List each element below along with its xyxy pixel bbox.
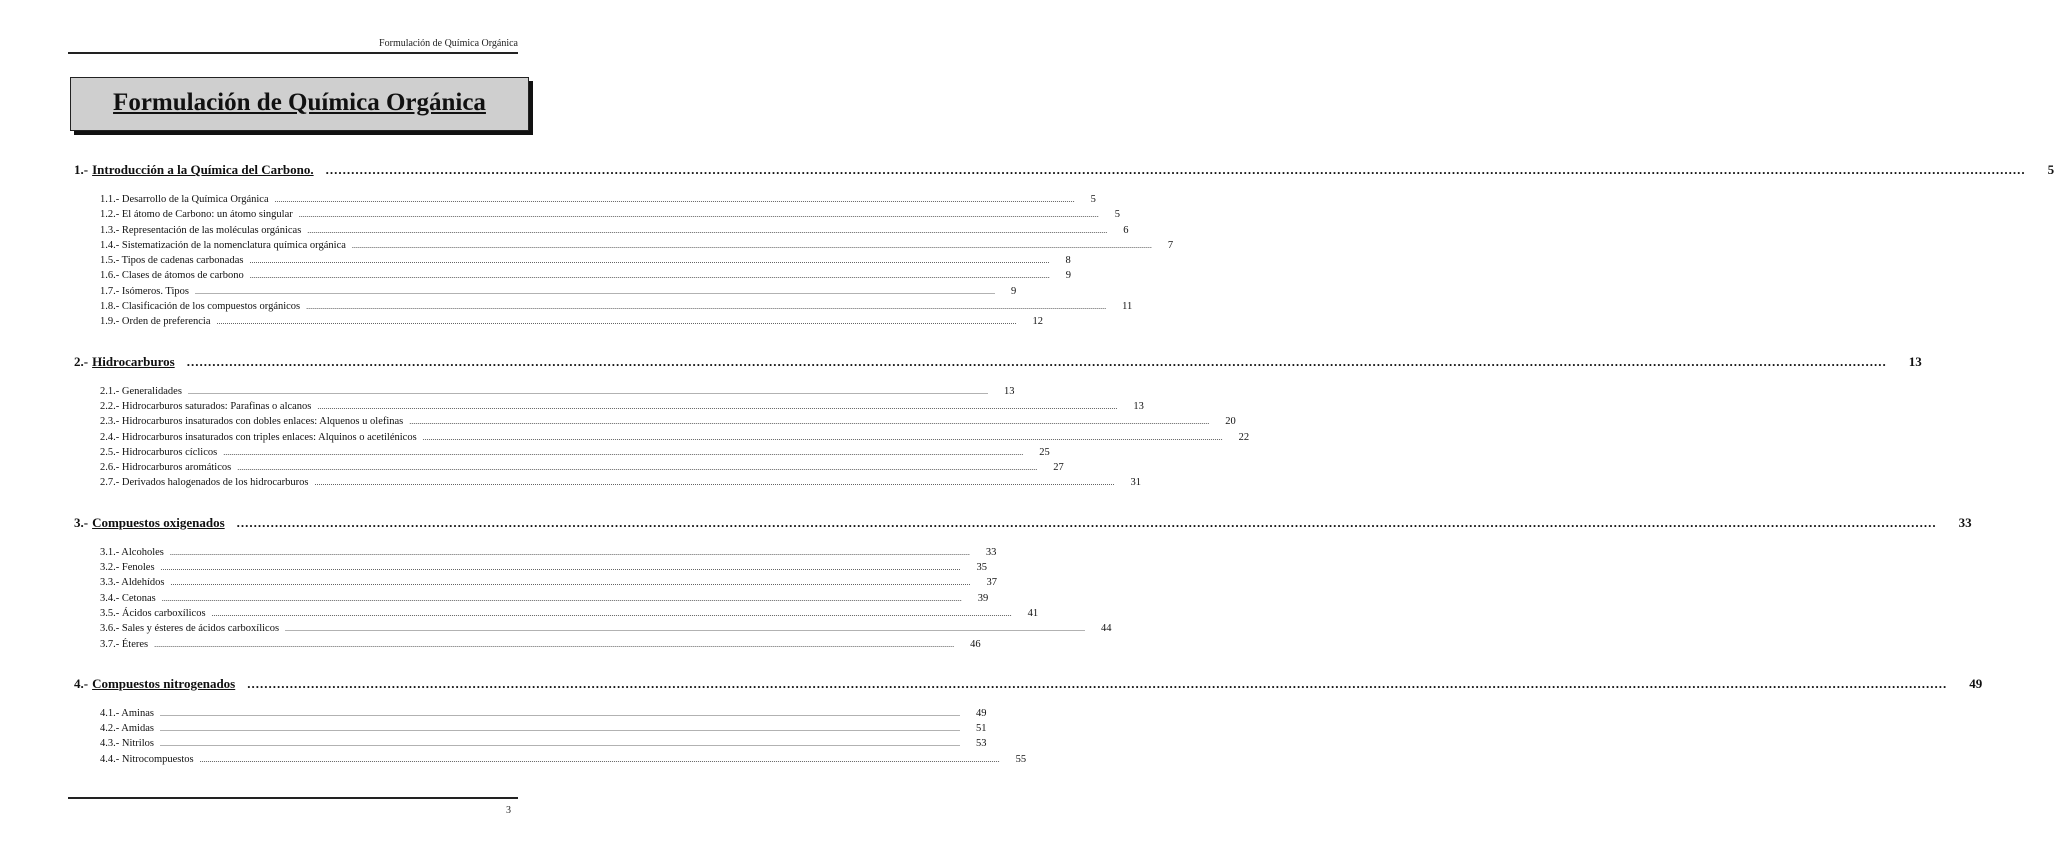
subsection-title: 3.4.- Cetonas	[100, 592, 156, 604]
toc-subsection-row	[100, 723, 987, 738]
dot-leader: ................................................................................................................................................................................................................................................................................................................................................................................................................	[216, 317, 1017, 327]
subsection-page: 31	[1130, 477, 1141, 489]
dot-leader: ................................................................................................................................................................................................................................................................................................................................................................................................................	[325, 162, 2026, 177]
subsection-title: 4.4.- Nitrocompuestos	[100, 753, 194, 765]
toc-subsection-row	[100, 301, 1133, 316]
dot-leader: ................................................................................................................................................................................................................................................................................................................................................................................................................	[199, 754, 1000, 764]
dot-leader: ................................................................................................................................................................................................................................................................................................................................................................................................................	[161, 593, 962, 603]
subsection-title: 2.3.- Hidrocarburos insaturados con dobles enlaces: Alquenos u olefinas	[100, 416, 404, 428]
toc-subsection-row	[100, 400, 1144, 416]
subsection-title: 4.2.- Amidas	[100, 723, 154, 735]
running-header: Formulación de Química Orgánica	[379, 38, 518, 49]
subsection-title: 1.7.- Isómeros. Tipos	[100, 285, 189, 297]
toc-subsection-row	[100, 577, 997, 592]
subsection-title: 1.6.- Clases de átomos de carbono	[100, 270, 244, 282]
toc-subsection-row	[100, 638, 981, 654]
dot-leader: ................................................................................................................................................................................................................................................................................................................................................................................................................	[351, 240, 1152, 250]
toc-subsection-row	[100, 477, 1141, 492]
subsection-title: 1.3.- Representación de las moléculas orgánicas	[100, 224, 302, 236]
toc-subsection-row	[100, 224, 1129, 240]
toc-subsection-list	[100, 546, 1112, 654]
toc-subsection-row	[100, 285, 1017, 301]
dot-leader: ................................................................................................................................................................................................................................................................................................................................................................................................................	[236, 514, 1937, 530]
subsection-page: 37	[986, 577, 997, 589]
dot-leader: ................................................................................................................................................................................................................................................................................................................................................................................................................	[298, 210, 1099, 220]
section-title: Introducción a la Química del Carbono.	[92, 162, 314, 177]
toc-subsection-row	[100, 446, 1050, 462]
subsection-title: 3.1.- Alcoholes	[100, 546, 164, 558]
subsection-page: 12	[1032, 316, 1043, 328]
subsection-title: 2.6.- Hidrocarburos aromáticos	[100, 462, 232, 474]
toc-subsection-row	[100, 738, 987, 753]
toc-section-row	[74, 675, 1983, 695]
subsection-title: 3.5.- Ácidos carboxílicos	[100, 607, 206, 619]
toc-subsection-row	[100, 592, 989, 608]
dot-leader: ................................................................................................................................................................................................................................................................................................................................................................................................................	[249, 271, 1050, 281]
toc-subsection-row	[100, 707, 987, 723]
toc-subsection-list	[100, 385, 1250, 493]
subsection-page: 35	[976, 562, 988, 574]
subsection-page: 55	[1015, 753, 1027, 765]
subsection-page: 9	[1010, 285, 1017, 297]
subsection-title: 2.2.- Hidrocarburos saturados: Parafinas o alcanos	[100, 400, 312, 412]
table-of-contents	[74, 162, 2054, 791]
subsection-page: 39	[977, 592, 989, 604]
dot-leader: ................................................................................................................................................................................................................................................................................................................................................................................................................	[307, 225, 1108, 235]
subsection-title: 2.7.- Derivados halogenados de los hidrocarburos	[100, 477, 309, 489]
toc-subsection-row	[100, 562, 988, 577]
dot-leader: ................................................................................................................................................................................................................................................................................................................................................................................................................	[306, 302, 1107, 312]
dot-leader: ................................................................................................................................................................................................................................................................................................................................................................................................................	[154, 639, 955, 649]
footer-rule	[68, 797, 518, 799]
dot-leader: ................................................................................................................................................................................................................................................................................................................................................................................................................	[223, 447, 1024, 457]
subsection-title: 1.5.- Tipos de cadenas carbonadas	[100, 255, 244, 267]
dot-leader: ................................................................................................................................................................................................................................................................................................................................................................................................................	[159, 739, 960, 749]
subsection-page: 46	[970, 638, 981, 650]
toc-section-row	[74, 162, 2054, 181]
subsection-page: 49	[975, 707, 987, 719]
subsection-page: 20	[1225, 416, 1236, 428]
subsection-page: 25	[1039, 446, 1050, 458]
subsection-page: 41	[1027, 607, 1039, 619]
section-number: 2.-	[74, 353, 89, 369]
dot-leader: ................................................................................................................................................................................................................................................................................................................................................................................................................	[247, 675, 1948, 691]
toc-subsection-list	[100, 194, 1174, 332]
subsection-page: 33	[985, 546, 997, 558]
toc-subsection-row	[100, 607, 1039, 623]
subsection-page: 5	[1090, 194, 1096, 205]
subsection-title: 1.2.- El átomo de Carbono: un átomo singular	[100, 209, 293, 221]
subsection-title: 1.1.- Desarrollo de la Química Orgánica	[100, 194, 269, 205]
subsection-page: 9	[1065, 270, 1072, 282]
subsection-page: 51	[975, 723, 987, 735]
dot-leader: ................................................................................................................................................................................................................................................................................................................................................................................................................	[249, 256, 1050, 266]
dot-leader: ................................................................................................................................................................................................................................................................................................................................................................................................................	[314, 478, 1115, 488]
section-title: Hidrocarburos	[92, 353, 175, 369]
toc-subsection-row	[100, 462, 1064, 477]
toc-subsection-row	[100, 209, 1121, 224]
toc-subsection-list	[100, 707, 1027, 769]
subsection-title: 3.7.- Éteres	[100, 638, 149, 650]
dot-leader: ................................................................................................................................................................................................................................................................................................................................................................................................................	[187, 386, 988, 396]
subsection-title: 1.9.- Orden de preferencia	[100, 316, 211, 328]
dot-leader: ................................................................................................................................................................................................................................................................................................................................................................................................................	[159, 708, 960, 718]
toc-subsection-row	[100, 194, 1096, 209]
subsection-title: 1.4.- Sistematización de la nomenclatura química orgánica	[100, 239, 346, 251]
section-number: 4.-	[74, 675, 89, 691]
toc-section-row	[74, 353, 1922, 373]
header-rule	[68, 52, 518, 54]
section-page: 49	[1969, 675, 1983, 691]
toc-subsection-row	[100, 431, 1250, 447]
toc-subsection-row	[100, 753, 1027, 769]
subsection-page: 8	[1065, 255, 1071, 267]
dot-leader: ................................................................................................................................................................................................................................................................................................................................................................................................................	[274, 195, 1075, 204]
page-number: 3	[506, 805, 511, 816]
dot-leader: ................................................................................................................................................................................................................................................................................................................................................................................................................	[194, 286, 995, 296]
subsection-page: 11	[1122, 301, 1133, 313]
toc-subsection-row	[100, 385, 1015, 401]
subsection-page: 6	[1123, 224, 1129, 236]
section-number: 1.-	[74, 162, 89, 177]
subsection-page: 13	[1133, 400, 1144, 412]
subsection-page: 13	[1003, 385, 1015, 397]
toc-subsection-row	[100, 416, 1236, 431]
subsection-title: 3.3.- Aldehídos	[100, 577, 165, 589]
subsection-page: 5	[1114, 209, 1121, 221]
subsection-page: 7	[1167, 239, 1174, 251]
dot-leader: ................................................................................................................................................................................................................................................................................................................................................................................................................	[317, 401, 1118, 411]
dot-leader: ................................................................................................................................................................................................................................................................................................................................................................................................................	[169, 547, 970, 557]
toc-subsection-row	[100, 546, 997, 562]
toc-subsection-row	[100, 270, 1072, 285]
toc-subsection-row	[100, 239, 1174, 255]
document-title: Formulación de Química Orgánica	[113, 89, 486, 116]
subsection-title: 2.1.- Generalidades	[100, 385, 182, 397]
dot-leader: ................................................................................................................................................................................................................................................................................................................................................................................................................	[422, 432, 1223, 442]
subsection-page: 53	[975, 738, 987, 750]
subsection-title: 2.5.- Hidrocarburos cíclicos	[100, 446, 218, 458]
subsection-title: 4.3.- Nitrilos	[100, 738, 154, 750]
dot-leader: ................................................................................................................................................................................................................................................................................................................................................................................................................	[160, 563, 961, 573]
title-box	[70, 77, 529, 131]
dot-leader: ................................................................................................................................................................................................................................................................................................................................................................................................................	[211, 608, 1012, 618]
toc-subsection-row	[100, 316, 1043, 331]
dot-leader: ................................................................................................................................................................................................................................................................................................................................................................................................................	[186, 353, 1887, 369]
section-title: Compuestos oxigenados	[92, 514, 225, 530]
subsection-title: 1.8.- Clasificación de los compuestos orgánicos	[100, 301, 301, 313]
subsection-title: 3.6.- Sales y ésteres de ácidos carboxílicos	[100, 623, 280, 635]
section-page: 33	[1958, 514, 1972, 530]
subsection-title: 2.4.- Hidrocarburos insaturados con triples enlaces: Alquinos o acetilénicos	[100, 431, 417, 443]
section-page: 13	[1908, 353, 1922, 369]
dot-leader: ................................................................................................................................................................................................................................................................................................................................................................................................................	[409, 417, 1210, 427]
subsection-page: 27	[1053, 462, 1064, 474]
subsection-title: 4.1.- Aminas	[100, 707, 154, 719]
subsection-title: 3.2.- Fenoles	[100, 562, 155, 574]
toc-subsection-row	[100, 255, 1071, 270]
dot-leader: ................................................................................................................................................................................................................................................................................................................................................................................................................	[159, 724, 960, 734]
dot-leader: ................................................................................................................................................................................................................................................................................................................................................................................................................	[170, 578, 971, 588]
subsection-page: 22	[1238, 431, 1250, 443]
section-title: Compuestos nitrogenados	[92, 675, 236, 691]
toc-subsection-row	[100, 623, 1112, 638]
toc-section-row	[74, 514, 1972, 534]
section-page: 5	[2047, 162, 2054, 177]
section-number: 3.-	[74, 514, 89, 530]
dot-leader: ................................................................................................................................................................................................................................................................................................................................................................................................................	[285, 624, 1086, 634]
dot-leader: ................................................................................................................................................................................................................................................................................................................................................................................................................	[237, 463, 1038, 473]
subsection-page: 44	[1101, 623, 1112, 635]
